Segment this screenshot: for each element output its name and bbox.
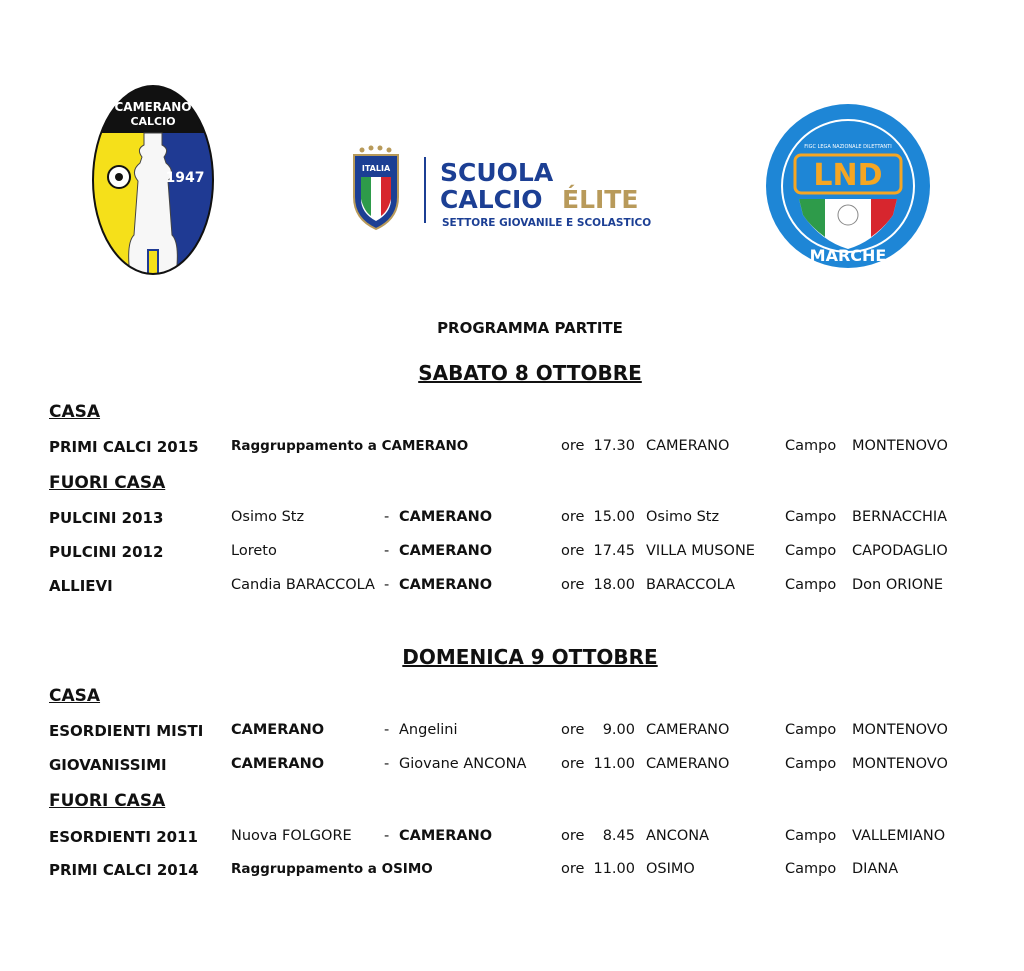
ore-label: ore	[561, 722, 585, 738]
category: GIOVANISSIMI	[49, 756, 167, 774]
match-time: 11.00	[593, 756, 635, 772]
away-team: Giovane ANCONA	[399, 756, 527, 772]
campo-label: Campo	[785, 722, 837, 738]
field-name: MONTENOVO	[852, 438, 948, 454]
match-place: BARACCOLA	[646, 577, 736, 593]
home-team: CAMERANO	[231, 756, 325, 772]
lnd-center-text: LND	[813, 158, 883, 193]
category: PULCINI 2013	[49, 509, 164, 527]
dash: -	[384, 509, 390, 525]
match-row	[0, 756, 1024, 778]
figc-line2: CALCIO	[440, 185, 543, 214]
dash: -	[384, 577, 390, 593]
away-team: CAMERANO	[399, 828, 493, 844]
match-place: Osimo Stz	[646, 509, 720, 525]
group-note: Raggruppamento a OSIMO	[231, 861, 433, 877]
away-team: CAMERANO	[399, 509, 493, 525]
dash: -	[384, 828, 390, 844]
figc-subtitle: SETTORE GIOVANILE E SCOLASTICO	[442, 217, 652, 229]
match-place: CAMERANO	[646, 756, 730, 772]
ore-label: ore	[561, 861, 585, 877]
figc-stars-icon	[360, 146, 392, 153]
camerano-calcio-logo	[92, 85, 214, 275]
campo-label: Campo	[785, 861, 837, 877]
camerano-logo-year: 1947	[165, 170, 205, 186]
dash: -	[384, 756, 390, 772]
match-place: OSIMO	[646, 861, 695, 877]
day-title-sunday: DOMENICA 9 OTTOBRE	[402, 645, 658, 669]
match-time: 17.30	[593, 438, 635, 454]
match-time: 11.00	[593, 861, 635, 877]
match-place: CAMERANO	[646, 722, 730, 738]
campo-label: Campo	[785, 543, 837, 559]
away-team: CAMERANO	[399, 543, 493, 559]
field-name: MONTENOVO	[852, 722, 948, 738]
section-heading: FUORI CASA	[49, 473, 166, 493]
scuola-calcio-elite-logo	[352, 145, 652, 235]
match-row	[0, 509, 1024, 531]
match-time: 18.00	[593, 577, 635, 593]
match-place: CAMERANO	[646, 438, 730, 454]
match-row	[0, 438, 1024, 460]
home-team: Osimo Stz	[231, 509, 305, 525]
lnd-top-text: FIGC LEGA NAZIONALE DILETTANTI	[804, 144, 892, 150]
match-row	[0, 861, 1024, 883]
match-row	[0, 828, 1024, 850]
match-place: VILLA MUSONE	[646, 543, 755, 559]
away-team: CAMERANO	[399, 577, 493, 593]
campo-label: Campo	[785, 756, 837, 772]
field-name: MONTENOVO	[852, 756, 948, 772]
ore-label: ore	[561, 577, 585, 593]
away-team: Angelini	[399, 722, 458, 738]
category: PRIMI CALCI 2014	[49, 861, 199, 879]
home-team: Nuova FOLGORE	[231, 828, 352, 844]
figc-line1: SCUOLA	[440, 158, 554, 187]
campo-label: Campo	[785, 577, 837, 593]
camerano-logo-line2: CALCIO	[130, 115, 176, 128]
ore-label: ore	[561, 438, 585, 454]
lnd-marche-logo	[765, 103, 931, 269]
field-name: Don ORIONE	[852, 577, 944, 593]
lnd-bottom-text: MARCHE	[809, 246, 887, 265]
dash: -	[384, 543, 390, 559]
ore-label: ore	[561, 828, 585, 844]
match-time: 8.45	[602, 828, 635, 844]
match-time: 15.00	[593, 509, 635, 525]
figc-crest-text: ITALIA	[361, 164, 391, 173]
lnd-ball-icon	[838, 205, 858, 225]
match-row	[0, 722, 1024, 744]
field-name: DIANA	[852, 861, 899, 877]
category: PULCINI 2012	[49, 543, 164, 561]
campo-label: Campo	[785, 509, 837, 525]
section-heading: FUORI CASA	[49, 791, 166, 811]
group-note: Raggruppamento a CAMERANO	[231, 438, 469, 454]
field-name: BERNACCHIA	[852, 509, 948, 525]
ore-label: ore	[561, 509, 585, 525]
category: ALLIEVI	[49, 577, 113, 595]
field-name: VALLEMIANO	[852, 828, 946, 844]
campo-label: Campo	[785, 438, 837, 454]
home-team: Candia BARACCOLA	[231, 577, 375, 593]
campo-label: Campo	[785, 828, 837, 844]
match-time: 9.00	[602, 722, 635, 738]
category: PRIMI CALCI 2015	[49, 438, 199, 456]
ore-label: ore	[561, 756, 585, 772]
camerano-logo-line1: CAMERANO	[114, 100, 192, 114]
category: ESORDIENTI MISTI	[49, 722, 204, 740]
match-row	[0, 543, 1024, 565]
section-heading: CASA	[49, 402, 101, 422]
dash: -	[384, 722, 390, 738]
category: ESORDIENTI 2011	[49, 828, 198, 846]
ore-label: ore	[561, 543, 585, 559]
match-place: ANCONA	[646, 828, 710, 844]
page-title: PROGRAMMA PARTITE	[437, 319, 623, 337]
section-heading: CASA	[49, 686, 101, 706]
field-name: CAPODAGLIO	[852, 543, 948, 559]
figc-line3: ÉLITE	[562, 185, 639, 214]
match-row	[0, 577, 1024, 599]
day-title-saturday: SABATO 8 OTTOBRE	[418, 361, 642, 385]
home-team: Loreto	[231, 543, 277, 559]
home-team: CAMERANO	[231, 722, 325, 738]
match-time: 17.45	[593, 543, 635, 559]
